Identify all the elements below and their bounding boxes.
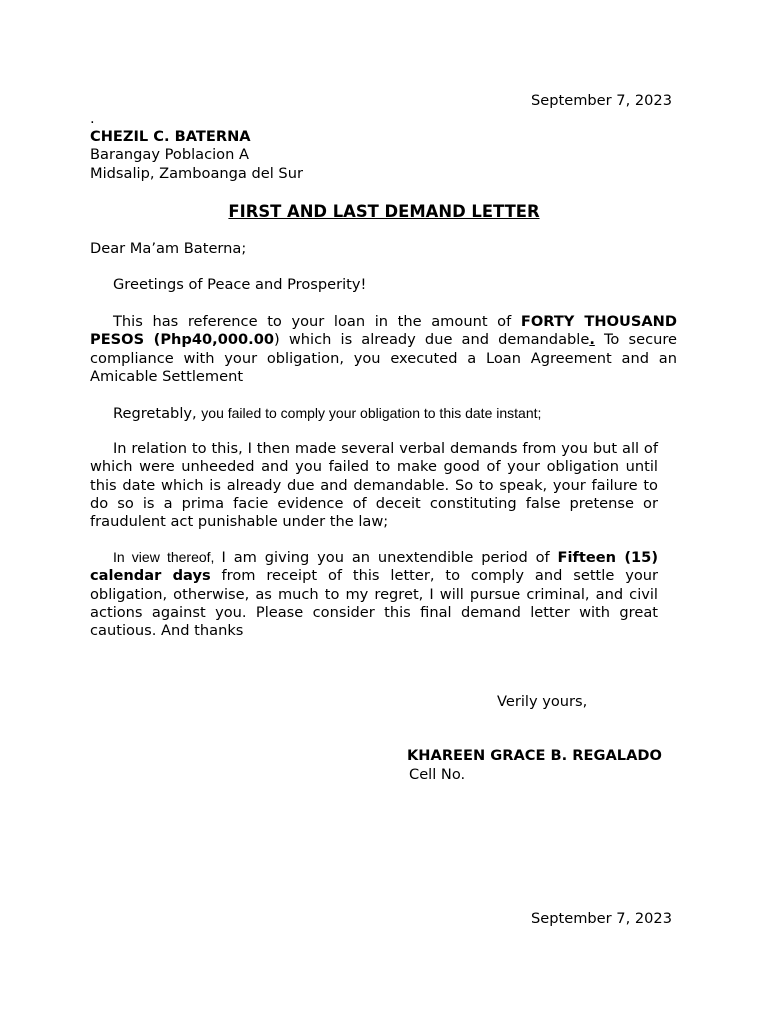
view-text-2: from receipt of this letter, to comply and settle your obligation, otherwise, as much to my regret, I will pursue criminal, and civil actions against you. Please consider this final demand letter with great cautious. And thanks <box>90 567 659 640</box>
reference-text-3: To secure compliance with your obligation, you executed a Loan Agreement and an Amicable Settlement <box>90 331 677 385</box>
reference-period: . <box>589 331 595 349</box>
stray-mark: . <box>90 110 95 127</box>
greeting-paragraph: Greetings of Peace and Prosperity! <box>113 276 367 293</box>
view-text-1: I am giving you an unextendible period of <box>221 549 558 566</box>
deadline-period: Fifteen (15) calendar days <box>90 549 658 585</box>
letter-date: September 7, 2023 <box>530 92 672 109</box>
reference-text-1: This has reference to your loan in the amount of <box>113 313 521 330</box>
recipient-address-line-2: Midsalip, Zamboanga del Sur <box>90 164 303 182</box>
recipient-block <box>90 128 303 183</box>
reference-paragraph <box>90 313 677 386</box>
view-lead: In view thereof, <box>113 549 222 565</box>
regret-paragraph <box>90 404 677 423</box>
regret-lead: Regretably, <box>113 405 202 422</box>
letter-title: FIRST AND LAST DEMAND LETTER <box>228 202 540 221</box>
recipient-address-line-1: Barangay Poblacion A <box>90 146 249 164</box>
reference-text-2: ) which is already due and demandable <box>274 331 590 349</box>
salutation: Dear Ma’am Baterna; <box>90 240 247 257</box>
cell-number-label: Cell No. <box>409 766 466 783</box>
recipient-name: CHEZIL C. BATERNA <box>90 128 251 145</box>
signatory-name: KHAREEN GRACE B. REGALADO <box>407 747 662 764</box>
bottom-date: September 7, 2023 <box>530 910 672 927</box>
closing-line: Verily yours, <box>497 693 588 710</box>
relation-paragraph: In relation to this, I then made several verbal demands from you but all of which were unheeded and you failed to make good of your obligation until this date which is already due and demandable. So to speak, your failure to do so is a prima facie evidence of deceit constituting false pretense or fraudulent act punishable under the law; <box>90 440 658 531</box>
loan-amount: FORTY THOUSAND PESOS (Php40,000.00 <box>90 313 677 349</box>
view-paragraph <box>90 548 658 640</box>
regret-text: you failed to comply your obligation to this date instant; <box>201 405 542 421</box>
